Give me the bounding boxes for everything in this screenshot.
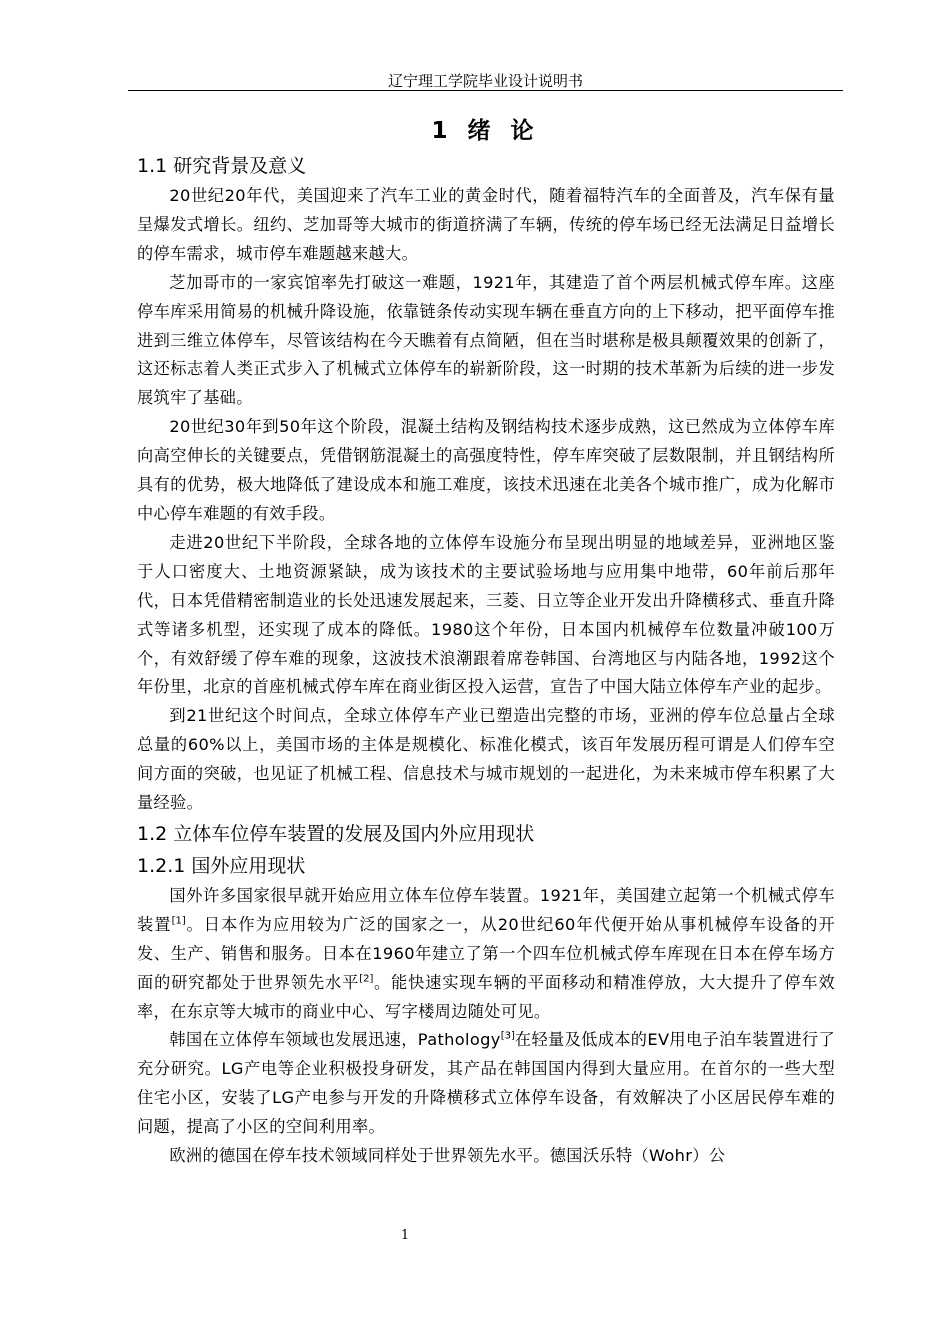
text-run: 在轻量及低成本的EV用电子泊车装置进行了充分研究。LG产电等企业积极投身研发，其产品在韩国国内得到大量应用。在首尔的一些大型住宅小区，安装了LG产电参与开发的升降横移式立体停车设备，有效解决了小区居民停车难的问题，提高了小区的空间利用率。 [137,1030,835,1137]
paragraph: 走进20世纪下半阶段，全球各地的立体停车设施分布呈现出明显的地域差异，亚洲地区鉴于人口密度大、土地资源紧缺，成为该技术的主要试验场地与应用集中地带，60年前后那年代，日本凭借精密制造业的长处迅速发展起来，三菱、日立等企业开发出升降横移式、垂直升降式等诸多机型，还实现了成本的降低。1980这个年份，日本国内机械停车位数量冲破100万个，有效舒缓了停车难的现象，这波技术浪潮跟着席卷韩国、台湾地区与内陆各地，1992这个年份里，北京的首座机械式停车库在商业街区投入运营，宣告了中国大陆立体停车产业的起步。 [137,532,835,697]
paragraph-foreign-germany: 欧洲的德国在停车技术领域同样处于世界领先水平。德国沃乐特（Wohr）公 [169,1146,726,1166]
text-run: 。日本作为应用较为广泛的国家之一，从20世纪60年代便开始从事机械停车设备的开发、生产、销售和服务。日本在1960年建立了第一个四车位机械式停车库现在日本在停车场方面的研究都处于世界领先水平 [137,914,836,992]
paragraph-foreign-korea [137,1026,835,1142]
citation-3[interactable]: [3] [500,1031,515,1043]
section-heading-1-1: 1.1 研究背景及意义 [137,155,307,177]
text-run: 。能快速实现车辆的平面移动和精准停放，大大提升了停车效率，在东京等大城市的商业中心、写字楼周边随处可见。 [137,972,835,1021]
subsection-heading-1-2-1: 1.2.1 国外应用现状 [137,854,306,877]
paragraph: 20世纪30年到50年这个阶段，混凝土结构及钢结构技术逐步成熟，这已然成为立体停车库向高空伸长的关键要点，凭借钢筋混凝土的高强度特性，停车库突破了层数限制，并且钢结构所具有的优势，极大地降低了建设成本和施工难度，该技术迅速在北美各个城市推广，成为化解市中心停车难题的有效手段。 [137,417,835,523]
body-content [137,150,835,1171]
section-heading-1-2: 1.2 立体车位停车装置的发展及国内外应用现状 [137,822,535,845]
citation-1[interactable]: [1] [171,915,186,927]
paragraph: 芝加哥市的一家宾馆率先打破这一难题，1921年，其建造了首个两层机械式停车库。这座停车库采用简易的机械升降设施，依靠链条传动实现车辆在垂直方向的上下移动，把平面停车推进到三维立体停车，尽管该结构在今天瞧着有点简陋，但在当时堪称是极具颠覆效果的创新了，这还标志着人类正式步入了机械式立体停车的崭新阶段，这一时期的技术革新为后续的进一步发展筑牢了基础。 [137,272,835,408]
text-run: 韩国在立体停车领域也发展迅速，Pathology [169,1030,501,1050]
header-divider [128,90,843,91]
chapter-title: 1 绪 论 [431,118,540,144]
text-run: 国外许多国家很早就开始应用立体车位停车装置。1921年，美国建立起第一个机械式停车装置 [137,885,835,934]
paragraph-foreign-usa-japan [137,882,835,1027]
page-header: 辽宁理工学院毕业设计说明书 [387,72,583,90]
paragraph: 到21世纪这个时间点，全球立体停车产业已塑造出完整的市场，亚洲的停车位总量占全球总量的60%以上，美国市场的主体是规模化、标准化模式，该百年发展历程可谓是人们停车空间方面的突破，也见证了机械工程、信息技术与城市规划的一起进化，为未来城市停车积累了大量经验。 [137,706,835,813]
citation-2[interactable]: [2] [359,973,374,985]
page-number: 1 [400,1228,410,1243]
paragraph: 20世纪20年代，美国迎来了汽车工业的黄金时代，随着福特汽车的全面普及，汽车保有量呈爆发式增长。纽约、芝加哥等大城市的街道挤满了车辆，传统的停车场已经无法满足日益增长的停车需求，城市停车难题越来越大。 [137,186,835,263]
